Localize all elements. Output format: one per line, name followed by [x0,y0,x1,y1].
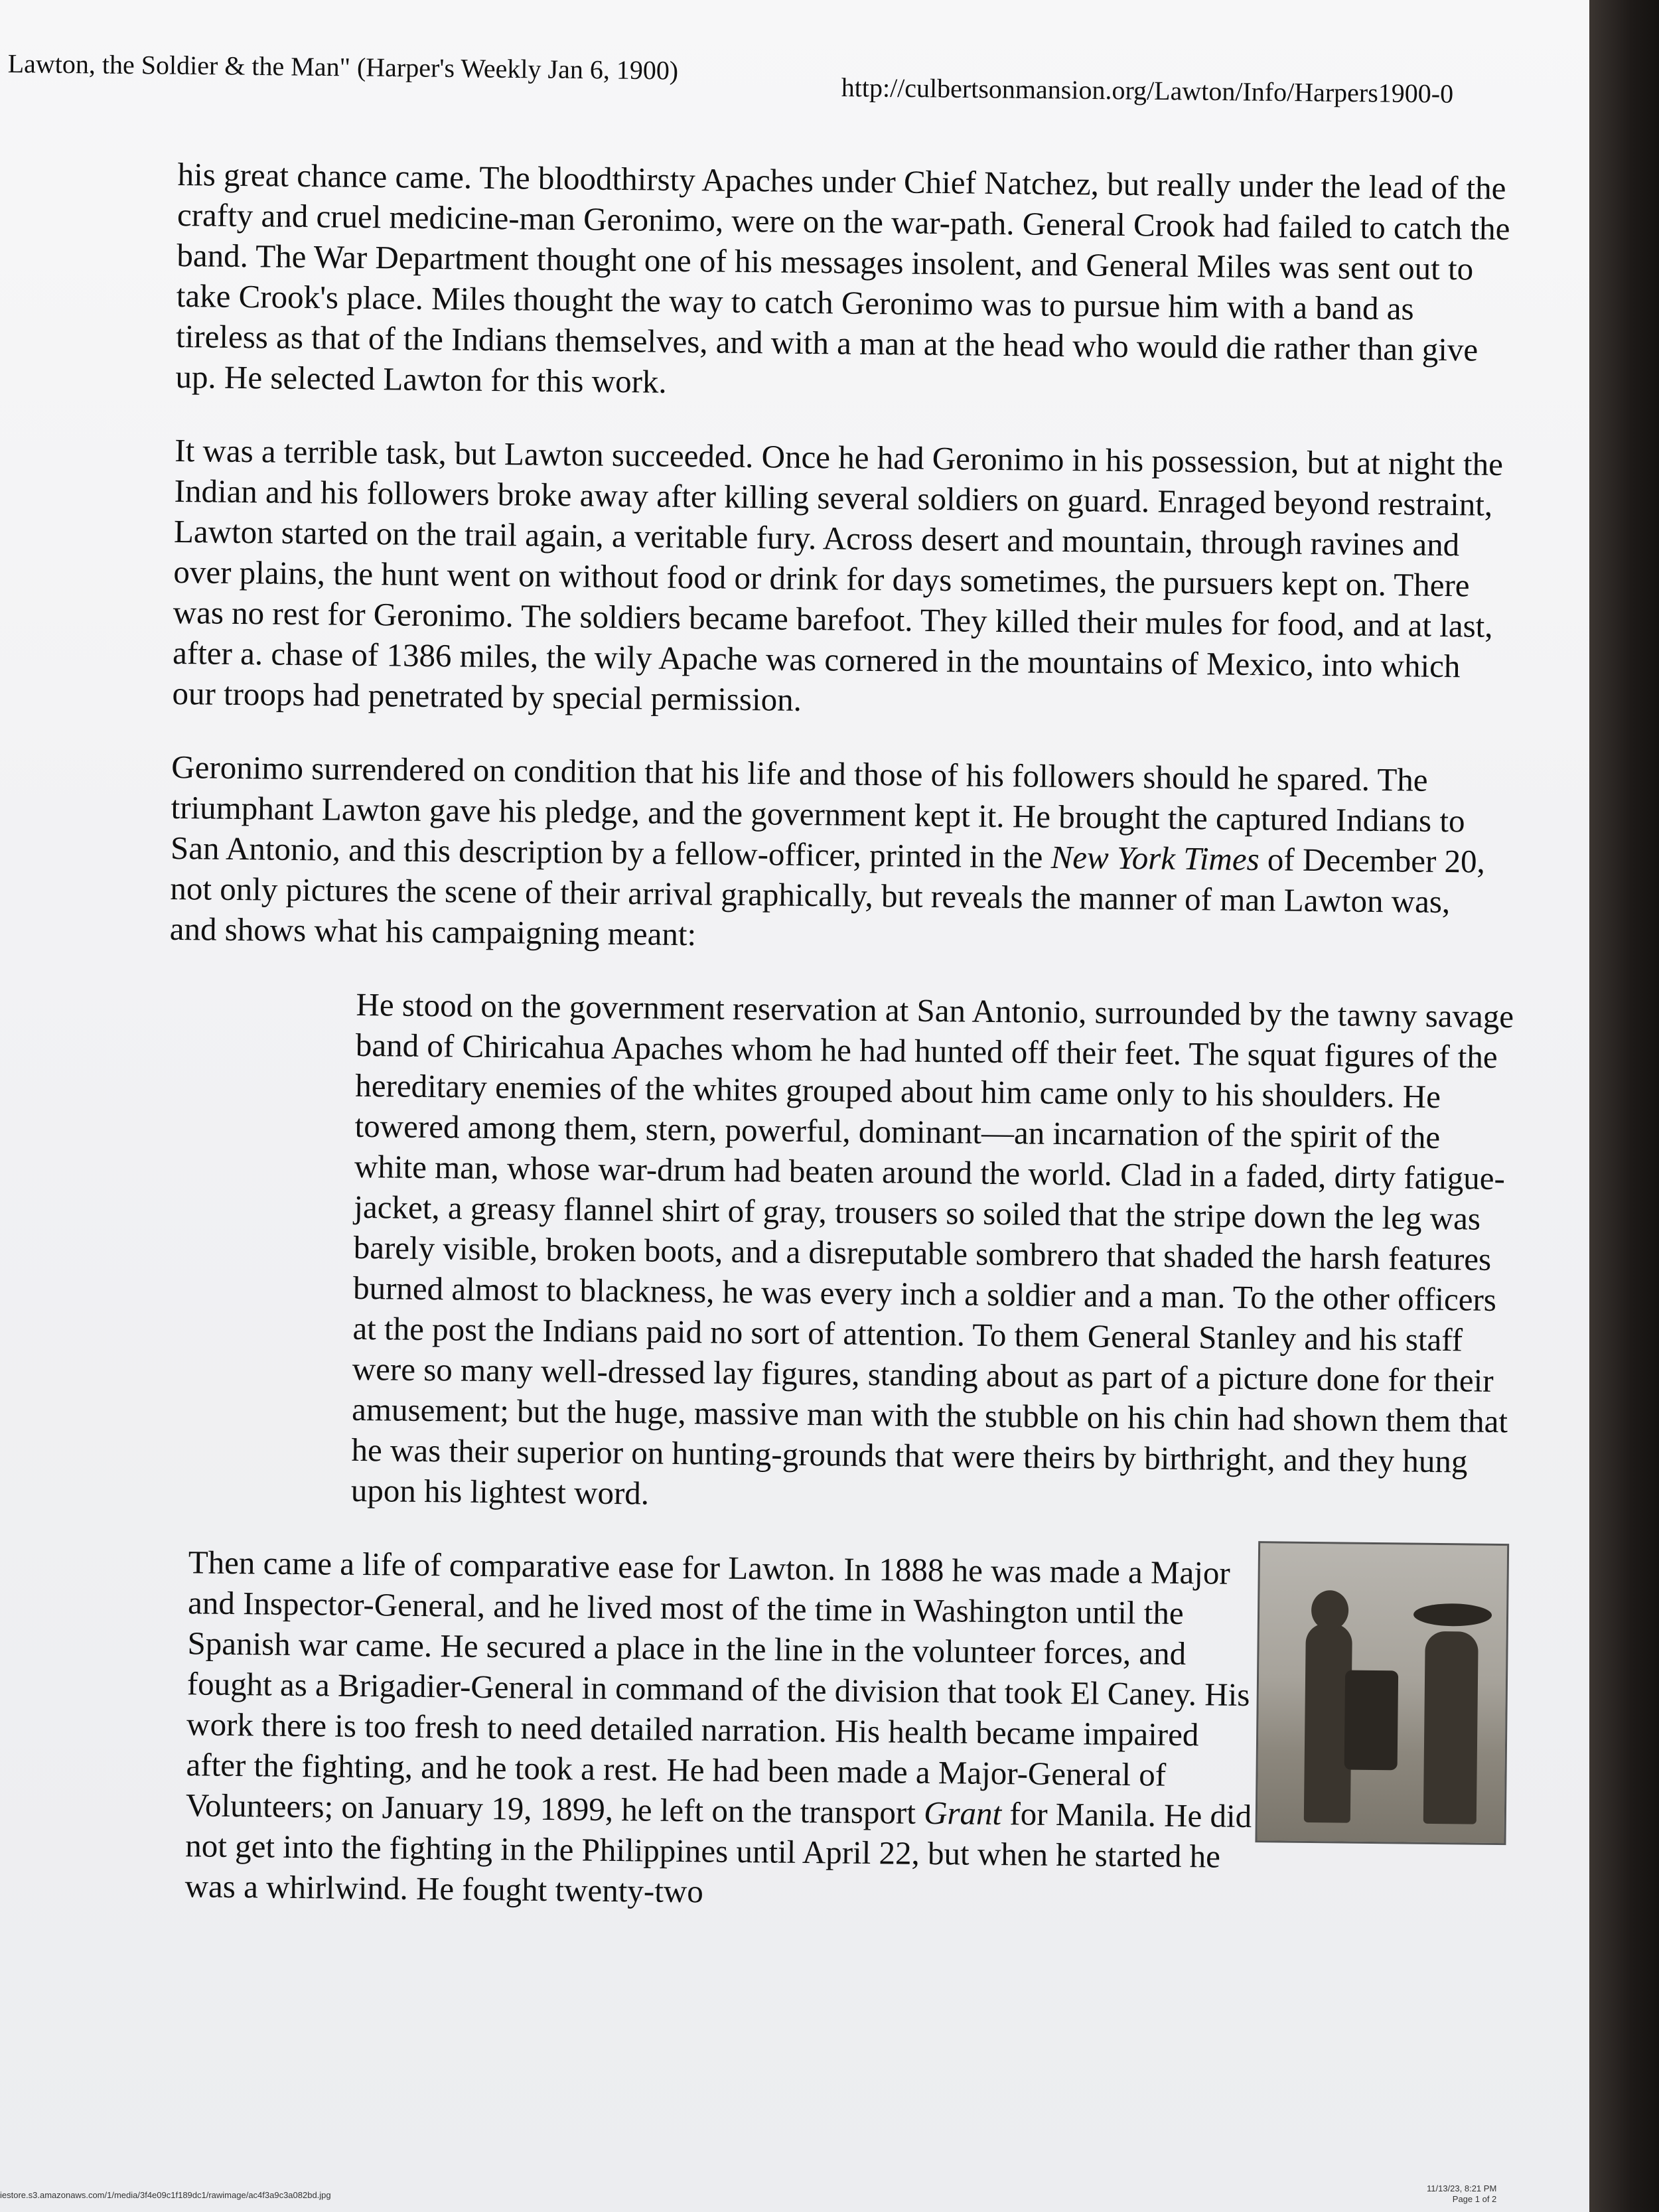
soldiers-photograph [1255,1541,1509,1845]
dark-background-edge [1589,0,1659,2212]
paragraph-3-text-b: of December 20, not only pictures the scene of their arrival graphically, but reveals the manner of man Lawton was, and shows what his campaigning meant: [169,841,1486,953]
paragraph-4 [184,1542,1263,1917]
paragraph-2: It was a terrible task, but Lawton succeeded. Once he had Geronimo in his possession, but at night the Indian and his followers broke away after killing several soldiers on guard. Enraged beyond restraint, Lawton started on the trail again, a veritable fury. Across desert and mountain, through ravines and over plains, the hunt went on without food or drink for days sometimes, the pursuers kept on. There was no rest for Geronimo. The soldiers became barefoot. They killed their mules for food, and at last, after a. chase of 1386 miles, the wily Apache was cornered in the mountains of Mexico, into which our troops had penetrated by special permission. [172,431,1504,718]
photo-figure-left-head [1311,1590,1349,1631]
block-quote: He stood on the government reservation at San Antonio, surrounded by the tawny savage band of Chiricahua Apaches whom he had hunted off their feet. The squat figures of the hereditary enemies of the whites grouped about him came only to his shoulders. He towered among them, stern, powerful, dominant—an incarnation of the spirit of the white man, whose war-drum had beaten around the world. Clad in a faded, dirty fatigue-jacket, a greasy flannel shirt of gray, trousers so soiled that the stripe down the leg was barely visible, broken boots, and a disreputable sombrero that shaded the harsh features burned almost to blackness, he was every inch a soldier and a man. To the other officers at the post the Indians paid no sort of attention. To them General Stanley and his staff were so many well-dressed lay figures, standing about as part of a picture done for their amusement; but the huge, massive man with the stubble on his chin had shown them that he was their superior on hunting-grounds that were theirs by birthright, and they hung upon his lightest word. [350,986,1514,1512]
footer-timestamp: 11/13/23, 8:21 PM [1427,2183,1497,2193]
article-body [159,154,1512,1920]
photo-figure-right [1423,1631,1479,1824]
footer-page-info [1427,2183,1496,2205]
paragraph-1: his great chance came. The bloodthirsty Apaches under Chief Natchez, but really under the lead of the crafty and cruel medicine-man Geronimo, were on the war-path. General Crook had failed to catch the band. The War Department thought one of his messages insolent, and General Miles was sent out to take Crook's place. Miles thought the way to catch Geronimo was to pursue him with a band as tireless as that of the Indians themselves, and with a man at the head who would die rather than give up. He selected Lawton for this work. [175,155,1510,400]
newspaper-title: New York Times [1050,838,1260,878]
footer-source-url: iestore.s3.amazonaws.com/1/media/3f4e09c1f189dc1/rawimage/ac4f3a9c3a082bd.jpg [0,2190,331,2200]
ship-name: Grant [923,1794,1002,1832]
paragraph-4-text-a: Then came a life of comparative ease for Lawton. In 1888 he was made a Major and Inspector-General, and he lived most of the time in Washington until the Spanish war came. He secured a place in the line in the volunteer forces, and fought as a Brigadier-General in command of the division that took El Caney. His work there is too fresh to need detailed narration. His health became impaired after the fighting, and he took a rest. He had been made a Major-General of Volunteers; on January 19, 1899, he left on the transport [185,1544,1250,1831]
paragraph-3 [169,747,1505,963]
paragraph-4-text-b: for Manila. He did not get into the fighting in the Philippines until April 22, but when he started he was a whirlwind. He fought twenty-two [184,1795,1252,1910]
footer-page-number: Page 1 of 2 [1452,2194,1497,2204]
header-url: http://culbertsonmansion.org/Lawton/Info/Harpers1900-0 [841,72,1454,109]
paragraph-4-block [184,1542,1509,1920]
paragraph-3-text-a: Geronimo surrendered on condition that his life and those of his followers should he spared. The triumphant Lawton gave his pledge, and the government kept it. He brought the captured Indians to San Antonio, and this description by a fellow-officer, printed in the [170,748,1465,875]
photo-figure-right-hat [1413,1603,1492,1627]
photo-object-center [1344,1670,1399,1771]
header-title: Lawton, the Soldier & the Man" (Harper's Weekly Jan 6, 1900) [7,48,679,86]
